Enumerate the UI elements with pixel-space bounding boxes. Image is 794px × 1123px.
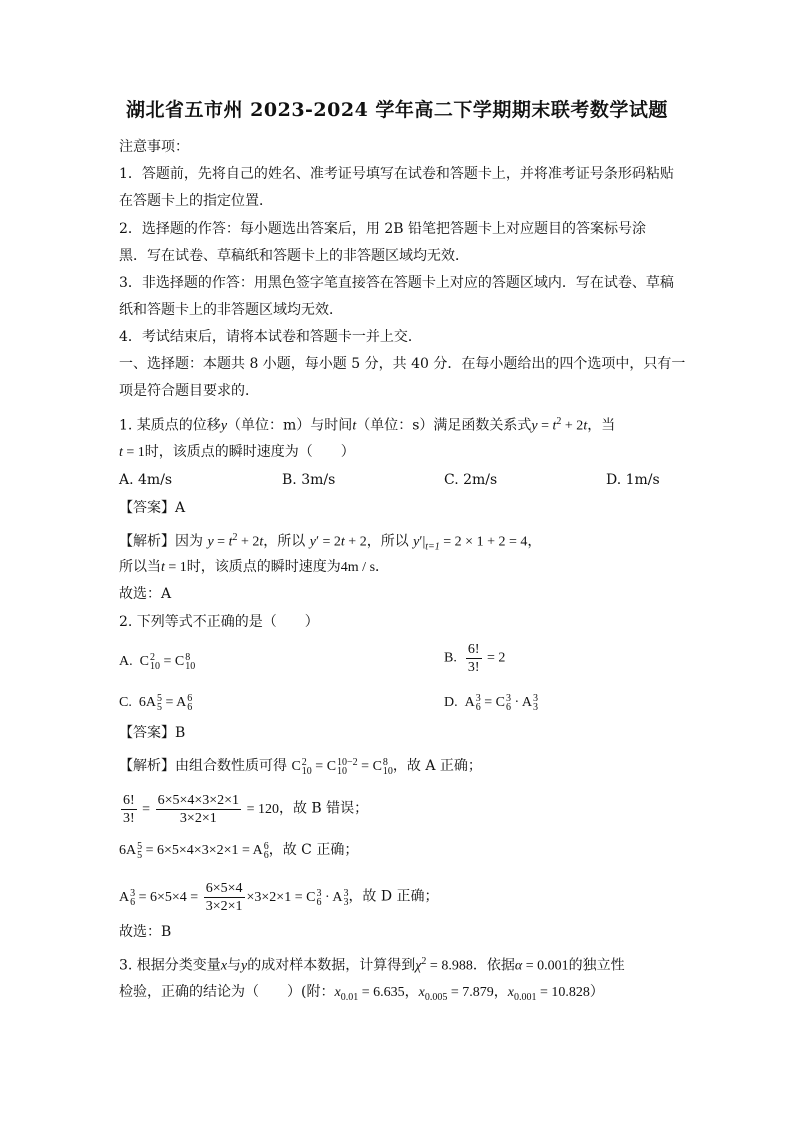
- q3-stem-line2: 检验，正确的结论为（ ）(附：$x_{0.01} = 6.635$，$x_{0.005} = 7.879$，$x_{0.001} = 10.828$）: [119, 984, 604, 1003]
- q2-stem: 2. 下列等式不正确的是（ ）: [119, 614, 319, 630]
- q2-answer: 【答案】B: [119, 725, 186, 741]
- notice-item-4: 4．考试结束后，请将本试卷和答题卡一并上交．: [119, 329, 422, 345]
- q1-option-c: C. 2m/s: [444, 472, 498, 488]
- notice-item-2b: 黑．写在试卷、草稿纸和答题卡上的非答题区域均无效．: [119, 248, 469, 264]
- notice-item-3a: 3．非选择题的作答：用黑色签字笔直接答在答题卡上对应的答题区域内．写在试卷、草稿: [119, 275, 674, 291]
- q1-stem: 1. 某质点的位移y（单位：m）与时间t（单位：s）满足函数关系式$y = t^2 + 2t$，当: [119, 416, 616, 434]
- q1-answer: 【答案】A: [119, 500, 186, 516]
- q2-explanation-c: 6A 5 5 = 6×5×4×3×2×1 = A 6 6 ，故 C 正确；: [119, 840, 359, 861]
- q1-explanation-line2: 所以当t = 1时，该质点的瞬时速度为4m / s．: [119, 559, 390, 575]
- q1-option-d: D. 1m/s: [606, 472, 660, 488]
- q1-explanation: 【解析】因为 $y = t^2 + 2t$，所以 yʹ = 2t + 2，所以 $yʹ|_{t=1} = 2 \times 1 + 2 = 4$，: [119, 532, 542, 553]
- q2-option-a: A. C 2 10 = C 8 10: [119, 651, 196, 672]
- q3-stem: 3. 根据分类变量x与y的成对样本数据，计算得到$\chi^2 = 8.988$．依据α = 0.001的独立性: [119, 956, 625, 974]
- notice-item-2a: 2．选择题的作答：每小题选出答案后，用 2B 铅笔把答题卡上对应题目的答案标号涂: [119, 221, 647, 237]
- q1-choice: 故选：A: [119, 586, 172, 602]
- q2-choice: 故选：B: [119, 924, 172, 940]
- section-heading-a: 一、选择题：本题共 8 小题，每小题 5 分，共 40 分．在每小题给出的四个选项中，只有一: [119, 356, 686, 372]
- q1-option-a: A. 4m/s: [119, 472, 173, 488]
- q2-option-c: C. 6A 5 5 = A 6 6: [119, 692, 193, 713]
- q2-option-d: D. A 3 6 = C 3 6 · A 3 3: [444, 692, 538, 713]
- q1-option-b: B. 3m/s: [282, 472, 336, 488]
- notice-item-1b: 在答题卡上的指定位置．: [119, 193, 273, 209]
- page-title: 湖北省五市州 2023-2024 学年高二下学期期末联考数学试题: [126, 99, 668, 121]
- q1-stem-line2: t = 1时，该质点的瞬时速度为（ ）: [119, 444, 355, 460]
- notice-heading: 注意事项：: [119, 139, 189, 155]
- q2-explanation-a: 【解析】由组合数性质可得 C 2 10 = C 10−2 10 = C 8 10 ，故 A 正确；: [119, 756, 482, 777]
- notice-item-3b: 纸和答题卡上的非答题区域均无效．: [119, 302, 343, 318]
- q2-option-b: B. $\frac{6!}{3!}$ = 2: [444, 642, 506, 675]
- q2-explanation-b: $\frac{6!}{3!}$ = $\frac{6\times 5\times 4\times 3\times 2\times 1}{3\times 2\times 1}$ = 120，故 B 错误；: [123, 793, 369, 826]
- section-heading-b: 项是符合题目要求的．: [119, 383, 259, 399]
- q2-explanation-d: A 3 6 = 6×5×4 = $\frac{6\times 5\times 4}{3\times 2\times 1}$ ×3×2×1 = C 3 6 · A 3 3 ，故 D 正确；: [119, 881, 439, 914]
- notice-item-1a: 1．答题前，先将自己的姓名、准考证号填写在试卷和答题卡上，并将准考证号条形码粘贴: [119, 166, 674, 182]
